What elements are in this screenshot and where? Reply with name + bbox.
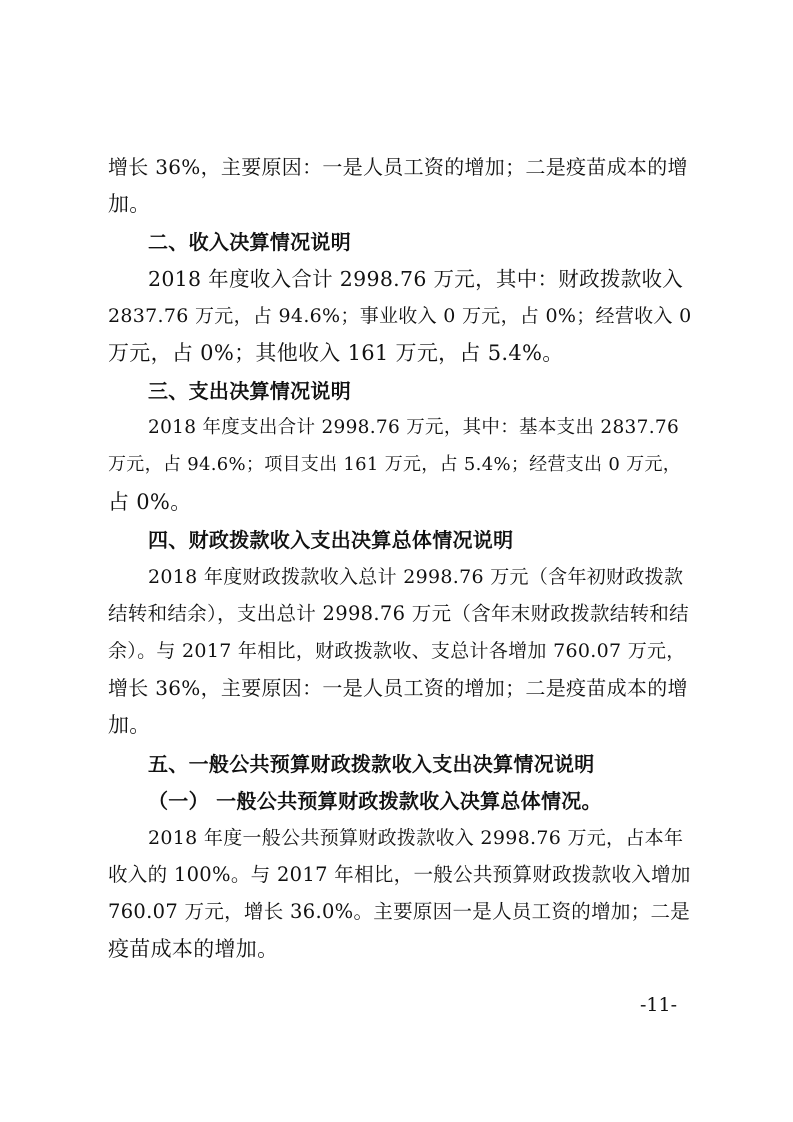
paragraph-line: 增长 36%，主要原因：一是人员工资的增加；二是疫苗成本的增 [108,155,688,179]
paragraph-line: 2018 年度支出合计 2998.76 万元，其中：基本支出 2837.76 [148,417,680,438]
page-number: -11- [640,994,678,1016]
paragraph-line: 万元，占 94.6%；项目支出 161 万元，占 5.4%；经营支出 0 万元， [108,454,682,475]
paragraph-line: 疫苗成本的增加。 [108,937,279,961]
section-heading-general-budget: 五、一般公共预算财政拨款收入支出决算情况说明 [148,752,595,776]
paragraph-line: 加。 [108,192,151,216]
subsection-heading: （一） 一般公共预算财政拨款收入决算总体情况。 [148,789,602,813]
paragraph-line: 收入的 100%。与 2017 年相比，一般公共预算财政拨款收入增加 [108,863,691,886]
section-heading-fiscal-appropriation: 四、财政拨款收入支出决算总体情况说明 [148,528,514,552]
paragraph-line: 2018 年度一般公共预算财政拨款收入 2998.76 万元，占本年 [148,827,684,849]
paragraph-line: 760.07 万元，增长 36.0%。主要原因一是人员工资的增加；二是 [108,900,691,923]
paragraph-line: 2018 年度收入合计 2998.76 万元，其中：财政拨款收入 [148,267,684,291]
section-heading-expenditure: 三、支出决算情况说明 [148,379,351,403]
paragraph-line: 2837.76 万元，占 94.6%；事业收入 0 万元，占 0%；经营收入 0 [108,305,692,327]
paragraph-line: 万元，占 0%；其他收入 161 万元，占 5.4%。 [108,341,564,365]
paragraph-line: 增长 36%，主要原因：一是人员工资的增加；二是疫苗成本的增 [108,676,688,700]
section-heading-income: 二、收入决算情况说明 [148,230,351,254]
paragraph-line: 余）。与 2017 年相比，财政拨款收、支总计各增加 760.07 万元， [108,640,686,662]
paragraph-line: 加。 [108,713,151,737]
paragraph-line: 结转和结余），支出总计 2998.76 万元（含年末财政拨款结转和结 [108,602,689,625]
paragraph-line: 占 0%。 [108,490,192,514]
paragraph-line: 2018 年度财政拨款收入总计 2998.76 万元（含年初财政拨款 [148,566,684,588]
